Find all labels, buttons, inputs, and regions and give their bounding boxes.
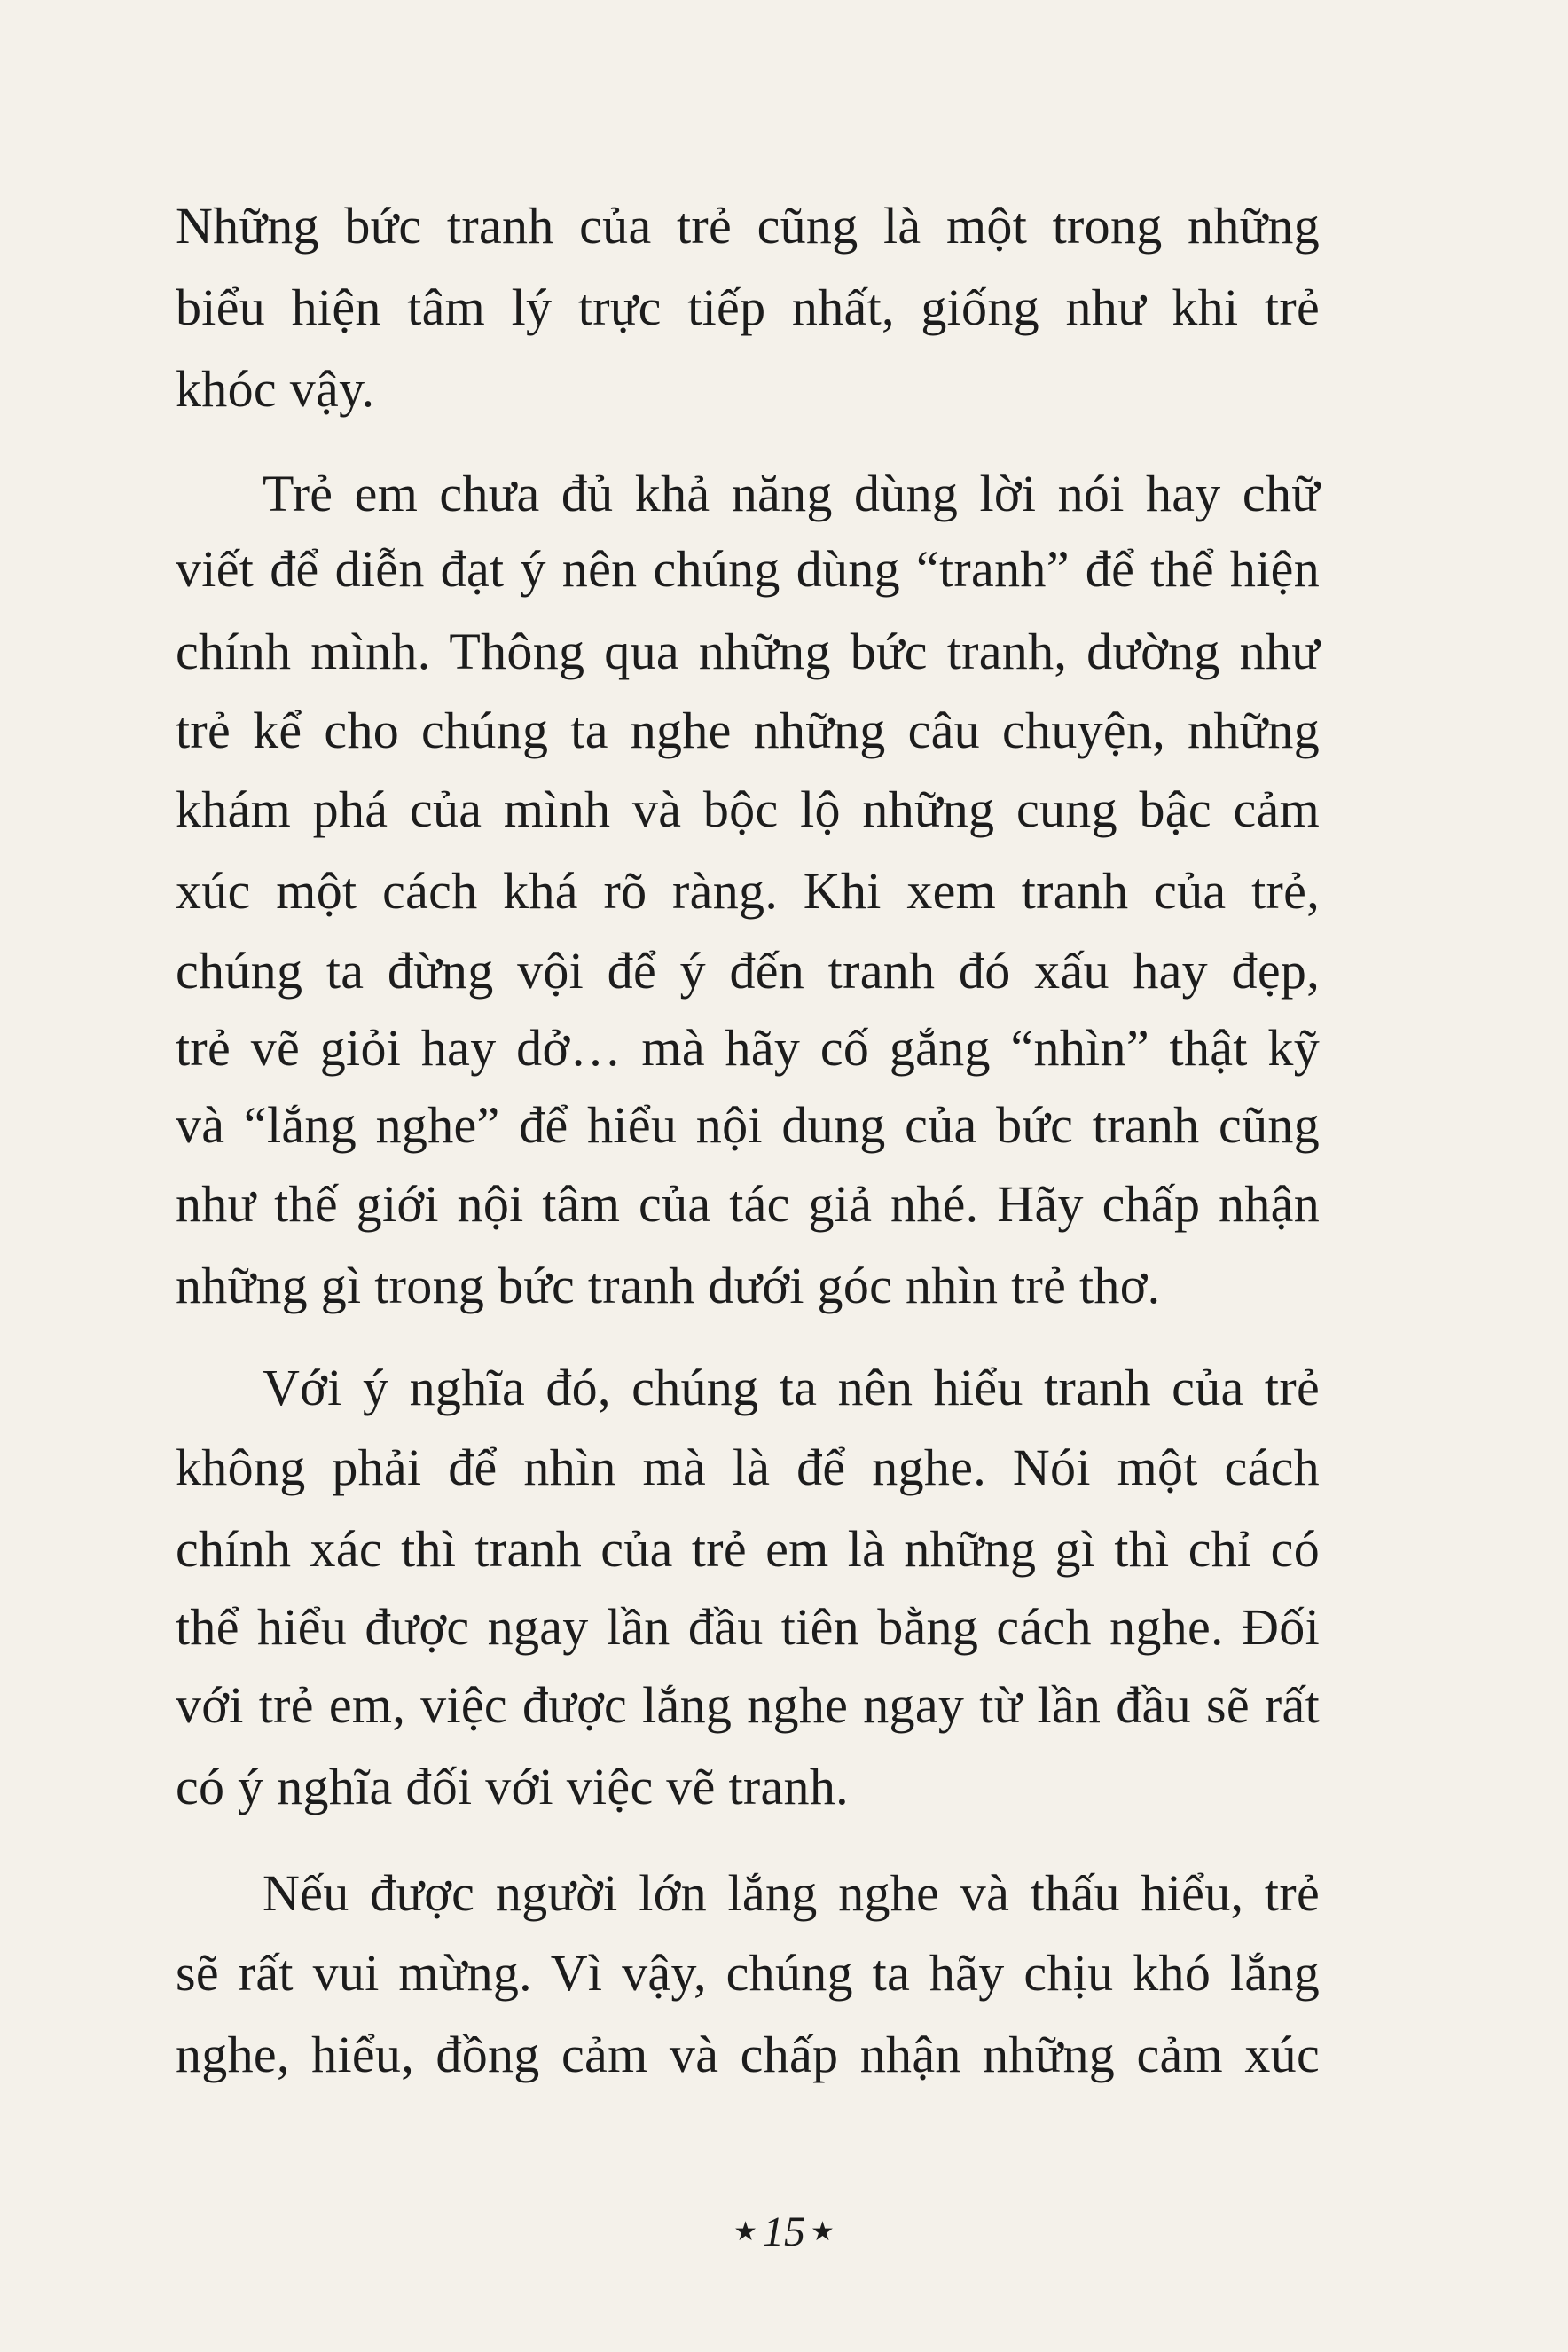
p3-line-1: Với ý nghĩa đó, chúng ta nên hiểu tranh của trẻ xyxy=(263,1359,1320,1416)
p1-line-1: Những bức tranh của trẻ cũng là một trong những xyxy=(176,197,1320,255)
p2-line-4: trẻ kể cho chúng ta nghe những câu chuyện, những xyxy=(176,702,1320,759)
p3-line-4: thể hiểu được ngay lần đầu tiên bằng cách nghe. Đối xyxy=(176,1598,1320,1656)
p2-line-9: và “lắng nghe” để hiểu nội dung của bức tranh cũng xyxy=(176,1096,1320,1154)
p2-line-2: viết để diễn đạt ý nên chúng dùng “tranh” để thể hiện xyxy=(176,540,1320,598)
p4-line-3: nghe, hiểu, đồng cảm và chấp nhận những cảm xúc xyxy=(176,2026,1320,2083)
p2-line-3: chính mình. Thông qua những bức tranh, dường như xyxy=(176,623,1320,680)
p3-line-3: chính xác thì tranh của trẻ em là những gì thì chỉ có xyxy=(176,1520,1320,1578)
page-footer xyxy=(0,2201,1568,2263)
p1-line-2: biểu hiện tâm lý trực tiếp nhất, giống như khi trẻ xyxy=(176,278,1320,336)
p1-line-3: khóc vậy. xyxy=(176,360,375,418)
p2-line-10: như thế giới nội tâm của tác giả nhé. Hãy chấp nhận xyxy=(176,1175,1320,1233)
p3-line-2: không phải để nhìn mà là để nghe. Nói một cách xyxy=(176,1439,1320,1496)
star-ornament-left-icon: ★ xyxy=(733,2216,757,2246)
p2-line-11: những gì trong bức tranh dưới góc nhìn trẻ thơ. xyxy=(176,1257,1161,1314)
p2-line-5: khám phá của mình và bộc lộ những cung bậc cảm xyxy=(176,780,1320,838)
p2-line-8: trẻ vẽ giỏi hay dở… mà hãy cố gắng “nhìn” thật kỹ xyxy=(176,1019,1320,1077)
star-ornament-right-icon: ★ xyxy=(811,2216,835,2246)
p3-line-5: với trẻ em, việc được lắng nghe ngay từ lần đầu sẽ rất xyxy=(176,1676,1320,1734)
p2-line-7: chúng ta đừng vội để ý đến tranh đó xấu hay đẹp, xyxy=(176,942,1320,1000)
p4-line-2: sẽ rất vui mừng. Vì vậy, chúng ta hãy chịu khó lắng xyxy=(176,1944,1320,2002)
p3-line-6: có ý nghĩa đối với việc vẽ tranh. xyxy=(176,1758,849,1815)
page-number: 15 xyxy=(763,2208,805,2255)
p2-line-1: Trẻ em chưa đủ khả năng dùng lời nói hay chữ xyxy=(263,465,1320,522)
p4-line-1: Nếu được người lớn lắng nghe và thấu hiểu, trẻ xyxy=(263,1864,1320,1922)
p2-line-6: xúc một cách khá rõ ràng. Khi xem tranh của trẻ, xyxy=(176,862,1320,920)
